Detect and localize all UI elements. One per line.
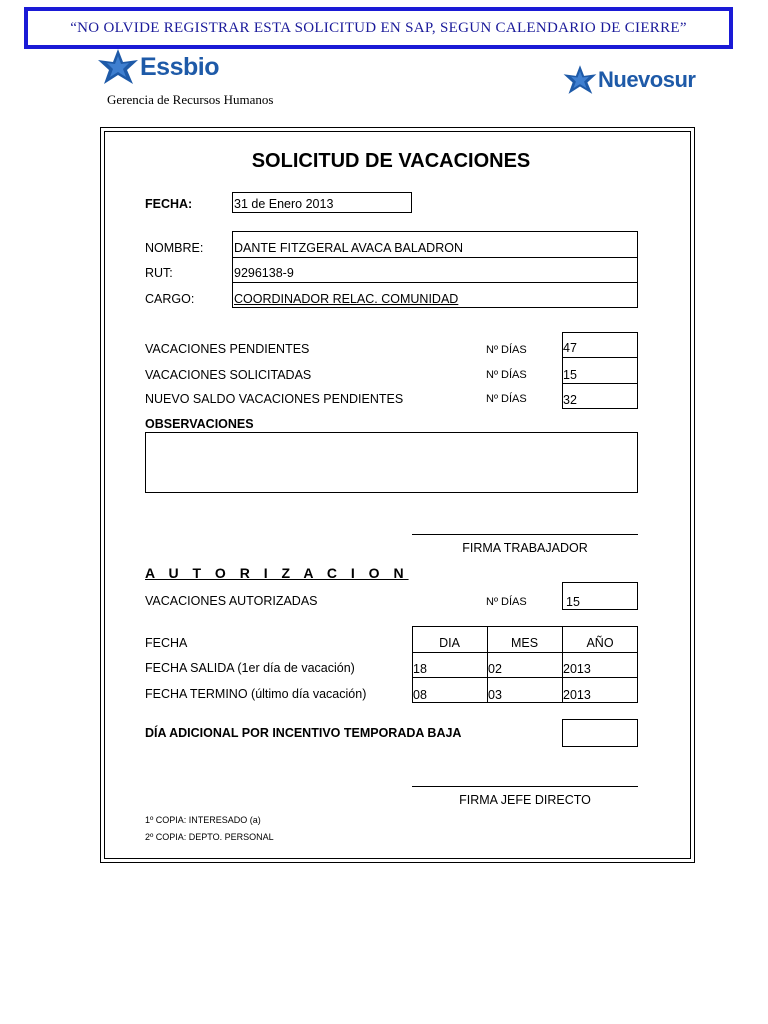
nuevo-saldo-label: NUEVO SALDO VACACIONES PENDIENTES [145, 392, 404, 406]
nuevosur-logo [562, 64, 695, 96]
col-anio-header: AÑO [586, 636, 614, 650]
vacaciones-autorizadas-label: VACACIONES AUTORIZADAS [145, 594, 318, 608]
firma-trabajador-line [412, 534, 638, 535]
dias-row-divider [562, 357, 638, 358]
fecha-salida-anio[interactable]: 2013 [563, 662, 591, 676]
firma-trabajador-label: FIRMA TRABAJADOR [462, 541, 588, 555]
dias-row-divider [562, 383, 638, 384]
cargo-label: CARGO: [145, 292, 195, 306]
vacaciones-pendientes-value[interactable]: 47 [563, 341, 577, 355]
vacaciones-autorizadas-value: 15 [566, 595, 580, 609]
nombre-field[interactable]: DANTE FITZGERAL AVACA BALADRON [234, 241, 463, 255]
fecha-table-label: FECHA [145, 636, 188, 650]
department-name: Gerencia de Recursos Humanos [107, 92, 274, 107]
col-mes-header: MES [510, 636, 539, 650]
dia-adicional-field[interactable] [562, 719, 638, 747]
fecha-table-divider [412, 677, 638, 678]
fecha-termino-mes[interactable]: 03 [488, 688, 502, 702]
form-title: SOLICITUD DE VACACIONES [251, 150, 531, 172]
vacaciones-solicitadas-label: VACACIONES SOLICITADAS [145, 368, 312, 382]
rut-label: RUT: [145, 266, 173, 280]
cargo-field[interactable]: COORDINADOR RELAC. COMUNIDAD [234, 292, 459, 306]
fecha-table-divider [412, 652, 638, 653]
sap-reminder-banner [24, 7, 733, 49]
essbio-logo-text: Essbio [140, 52, 219, 81]
dias-label: Nº DÍAS [486, 344, 527, 356]
nuevosur-logo-text: Nuevosur [598, 67, 696, 92]
copia-depto-personal: 2º COPIA: DEPTO. PERSONAL [145, 832, 274, 842]
personal-row-divider [232, 257, 638, 258]
fecha-salida-label: FECHA SALIDA (1er día de vacación) [145, 661, 355, 675]
fecha-termino-anio[interactable]: 2013 [563, 688, 591, 702]
nuevosur-star-icon [562, 64, 598, 96]
autorizacion-title: A U T O R I Z A C I O N [145, 565, 409, 581]
vacaciones-solicitadas-value[interactable]: 15 [563, 368, 577, 382]
vacaciones-pendientes-label: VACACIONES PENDIENTES [145, 342, 310, 356]
observaciones-label: OBSERVACIONES [145, 417, 254, 431]
banner-text: “NO OLVIDE REGISTRAR ESTA SOLICITUD EN SAP, SEGUN CALENDARIO DE CIERRE” [70, 19, 687, 36]
dias-label: Nº DÍAS [486, 393, 527, 405]
fecha-termino-dia[interactable]: 08 [413, 688, 427, 702]
fecha-salida-dia[interactable]: 18 [413, 662, 427, 676]
dias-label: Nº DÍAS [486, 596, 527, 608]
essbio-logo [96, 48, 219, 86]
fecha-label: FECHA: [145, 197, 193, 211]
nombre-label: NOMBRE: [145, 241, 204, 255]
essbio-star-icon [96, 48, 140, 86]
personal-row-divider [232, 282, 638, 283]
fecha-termino-label: FECHA TERMINO (último día vacación) [145, 687, 367, 701]
observaciones-field[interactable] [145, 432, 638, 493]
firma-jefe-line [412, 786, 638, 787]
firma-jefe-label: FIRMA JEFE DIRECTO [459, 793, 591, 807]
rut-field[interactable]: 9296138-9 [234, 266, 294, 280]
dias-label: Nº DÍAS [486, 369, 527, 381]
fecha-value: 31 de Enero 2013 [234, 197, 334, 211]
nuevo-saldo-value[interactable]: 32 [563, 393, 577, 407]
fecha-salida-mes[interactable]: 02 [488, 662, 502, 676]
col-dia-header: DIA [439, 636, 460, 650]
copia-interesado: 1º COPIA: INTERESADO (a) [145, 815, 261, 825]
dia-adicional-label: DÍA ADICIONAL POR INCENTIVO TEMPORADA BAJA [145, 726, 462, 740]
